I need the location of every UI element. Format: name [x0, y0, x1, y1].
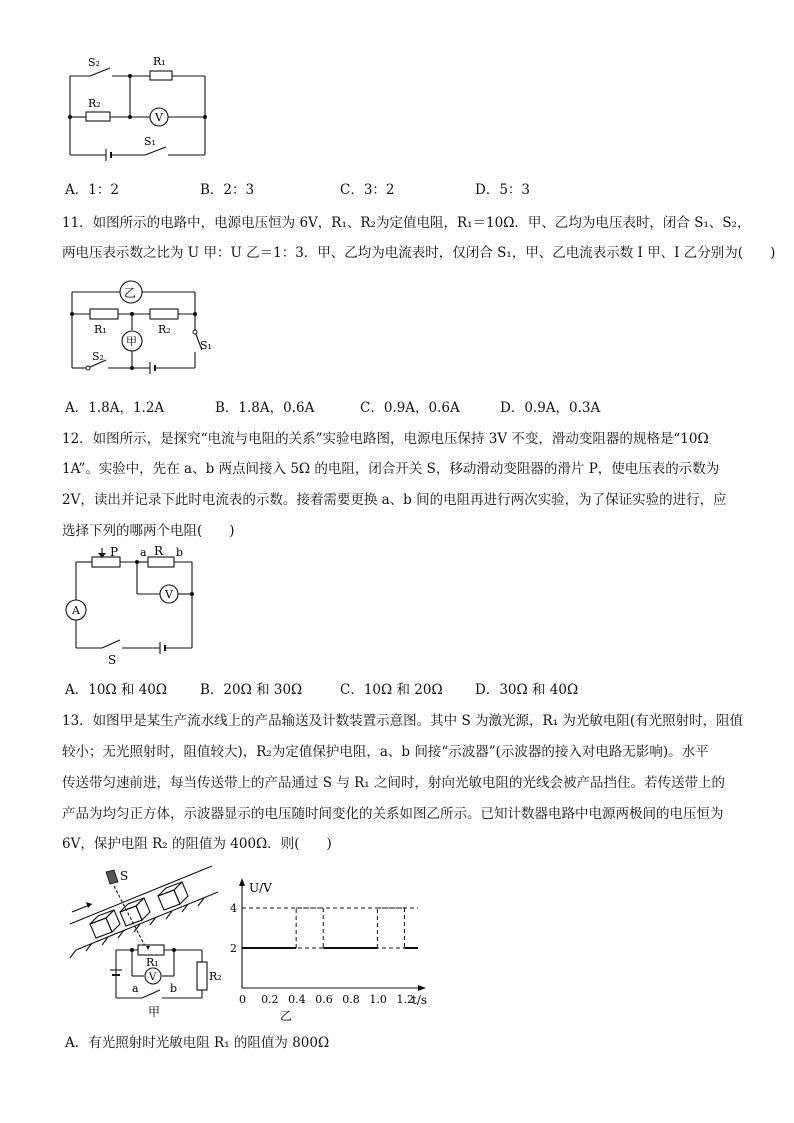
- q12-label-s: S: [108, 653, 117, 667]
- x-tick-label: 0.2: [261, 993, 279, 1006]
- q12-ammeter-label: A: [72, 604, 80, 617]
- q12-stem-line-2: 1A”。实验中，先在 a、b 两点间接入 5Ω 的电阻，闭合开关 S，移动滑动变阻器的滑片 P，使电压表的示数为: [62, 461, 720, 477]
- q10-option-b[interactable]: B．2：3: [200, 182, 255, 198]
- x-tick-label: 0.8: [342, 993, 360, 1006]
- q10-voltmeter-label: V: [155, 111, 163, 124]
- q13-label-r1: R₁: [146, 956, 159, 969]
- q11-label-r2: R₂: [158, 323, 171, 336]
- q13-stem-line-5: 6V，保护电阻 R₂ 的阻值为 400Ω．则( ): [62, 836, 332, 852]
- q12-option-d[interactable]: D．30Ω 和 40Ω: [475, 682, 579, 698]
- q13-label-s: S: [120, 869, 129, 883]
- q12-voltmeter-label: V: [165, 588, 173, 601]
- q13-option-a[interactable]: A．有光照射时光敏电阻 R₁ 的阻值为 800Ω: [65, 1035, 330, 1051]
- y-tick-label: 4: [230, 902, 237, 915]
- q11-stem-line-2: 两电压表示数之比为 U 甲：U 乙＝1：3．甲、乙均为电流表时，仅闭合 S₁，甲、乙电流表示数 I 甲、I 乙分别为( ): [62, 245, 776, 261]
- q10-option-d[interactable]: D．5：3: [475, 182, 531, 198]
- q13-stem-line-3: 传送带匀速前进，每当传送带上的产品通过 S 与 R₁ 之间时，射向光敏电阻的光线会被产品挡住。若传送带上的: [62, 775, 725, 791]
- x-axis-label: t/s: [412, 993, 428, 1007]
- q12-option-c[interactable]: C．10Ω 和 20Ω: [340, 682, 443, 698]
- q12-label-b: b: [176, 546, 184, 559]
- q10-circuit-figure: [60, 50, 220, 165]
- q10-label-r1: R₁: [153, 55, 166, 68]
- q13-stem-line-2: 较小；无光照射时，阻值较大)，R₂为定值保护电阻，a、b 间接“示波器”(示波器的接入对电路无影响)。水平: [62, 744, 709, 760]
- q12-option-a[interactable]: A．10Ω 和 40Ω: [65, 682, 168, 698]
- q11-meter-yi-label: 乙: [124, 286, 137, 300]
- q11-label-r1: R₁: [94, 323, 107, 336]
- q10-option-c[interactable]: C．3：2: [340, 182, 395, 198]
- chart-caption: 乙: [280, 1009, 293, 1023]
- y-tick-label: 2: [230, 942, 237, 955]
- q13-voltmeter-label: V: [149, 972, 157, 983]
- q12-option-b[interactable]: B．20Ω 和 30Ω: [200, 682, 303, 698]
- q11-label-s1: S₁: [200, 339, 212, 352]
- q11-stem-line-1: 11．如图所示的电路中，电源电压恒为 6V，R₁、R₂为定值电阻，R₁＝10Ω．甲、乙均为电压表时，闭合 S₁、S₂，: [62, 215, 751, 231]
- q11-label-s2: S₂: [92, 350, 104, 363]
- q11-option-a[interactable]: A．1.8A，1.2A: [65, 400, 165, 416]
- q13-label-r2: R₂: [209, 970, 222, 983]
- q10-label-s1: S₁: [144, 135, 156, 148]
- q13-caption-jia: 甲: [148, 1005, 161, 1019]
- x-tick-label: 1.2: [396, 993, 414, 1006]
- q12-label-r: R: [154, 544, 164, 558]
- q11-option-b[interactable]: B．1.8A，0.6A: [215, 400, 315, 416]
- q12-label-p: P: [110, 545, 119, 559]
- q11-meter-jia-label: 甲: [126, 335, 137, 348]
- q12-stem-line-3: 2V，读出并记录下此时电流表的示数。接着需要更换 a、b 间的电阻再进行两次实验，为了保证实验的进行，应: [62, 492, 727, 508]
- y-axis-label: U/V: [249, 881, 272, 895]
- q12-stem-line-1: 12．如图所示，是探究“电流与电阻的关系”实验电路图，电源电压保持 3V 不变，滑动变阻器的规格是“10Ω: [62, 431, 709, 447]
- q13-stem-line-1: 13．如图甲是某生产流水线上的产品输送及计数装置示意图。其中 S 为激光源，R₁ 为光敏电阻(有光照射时，阻值: [62, 713, 744, 729]
- q13-label-a: a: [132, 982, 139, 995]
- x-tick-label: 1.0: [369, 993, 387, 1006]
- q10-label-r2: R₂: [88, 97, 101, 110]
- q10-label-s2: S₂: [88, 56, 100, 69]
- x-tick-label: 0.4: [288, 993, 306, 1006]
- q12-stem-line-4: 选择下列的哪两个电阻( ): [62, 523, 235, 539]
- q11-option-c[interactable]: C．0.9A，0.6A: [360, 400, 460, 416]
- q13-figure-jia: [62, 866, 222, 1026]
- q12-circuit-figure: [62, 546, 202, 668]
- q13-chart-yi: [222, 876, 442, 1026]
- q13-stem-line-4: 产品为均匀正方体，示波器显示的电压随时间变化的关系如图乙所示。已知计数器电路中电源两极间的电压恒为: [62, 806, 724, 822]
- x-tick-label: 0: [239, 993, 246, 1006]
- q12-label-a: a: [140, 546, 147, 559]
- q11-option-d[interactable]: D．0.9A，0.3A: [500, 400, 601, 416]
- q13-label-b: b: [170, 982, 178, 995]
- x-tick-label: 0.6: [315, 993, 333, 1006]
- q11-circuit-figure: [60, 278, 230, 378]
- q10-option-a[interactable]: A．1：2: [65, 182, 119, 198]
